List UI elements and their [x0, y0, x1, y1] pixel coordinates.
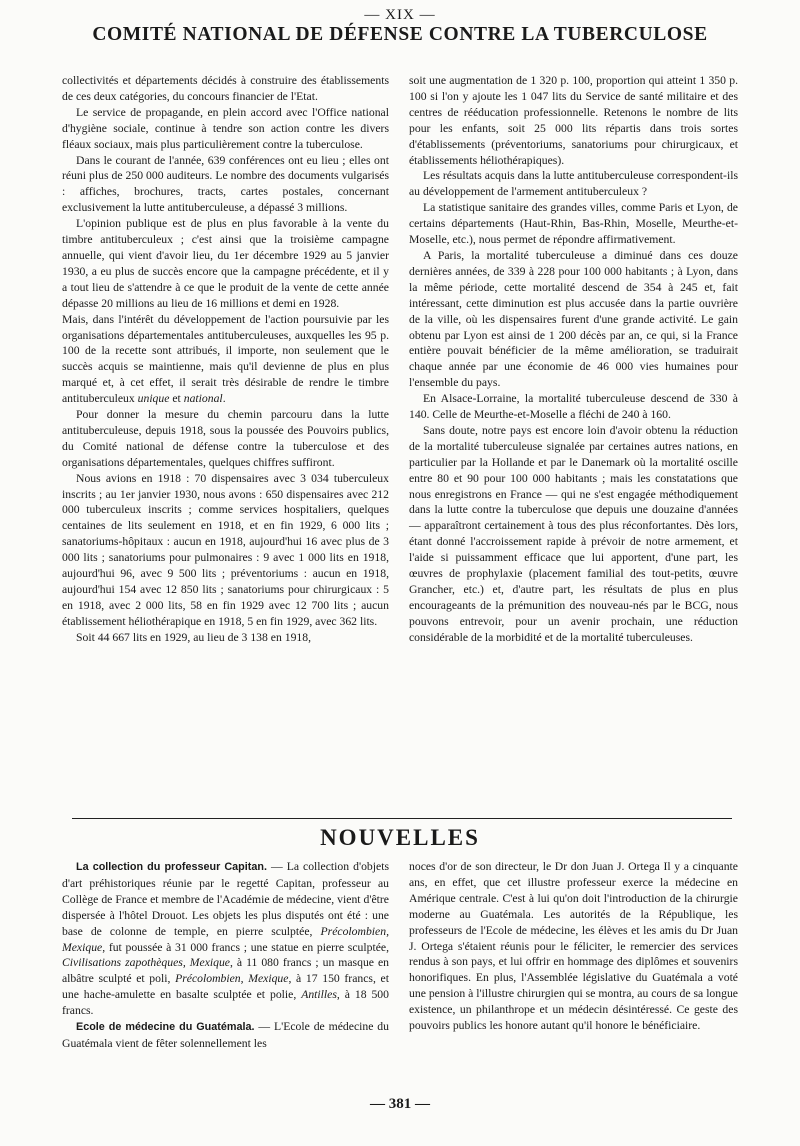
emphasis: unique	[137, 392, 170, 406]
paragraph-text: , à 18 500 francs.	[62, 988, 389, 1018]
paragraph: Le service de propagande, en plein accord avec l'Office national d'hygiène sociale, continue à tendre son action contre les divers fléaux sociaux, mais plus particulièrement contre la tuberculose.	[62, 105, 389, 151]
emphasis: Civilisations zapothèques, Mexique	[62, 956, 230, 970]
section-divider	[72, 818, 732, 819]
paragraph: Nous avions en 1918 : 70 dispensaires avec 3 034 tuberculeux inscrits ; au 1er janvier 1930, nous avons : 650 dispensaires avec 212 000 tuberculeux inscrits ; comme services hospitaliers, quelques centaines de lits seulement en 1918, et en fin 1929, 6 000 lits ; sanatoriums-hôpitaux : aucun en 1918, aujourd'hui 16 avec plus de 3 000 lits ; sanatoriums pour pulmonaires : 9 avec 1 000 lits en 1918, aujourd'hui 96, avec 9 500 lits ; préventoriums : aucun en 1918, aujourd'hui 154 avec 12 850 lits ; sanatoriums pour chirurgicaux : 5 en 1918, avec 2 000 lits, 58 en fin 1929 avec 12 700 lits ; aucun établissement héliothérapique en 1918, 5 en fin 1929, avec 362 lits.	[62, 471, 389, 628]
paragraph-text: , fut poussée à 31 000 francs ; une statue en pierre sculptée,	[102, 940, 389, 954]
paragraph: collectivités et départements décidés à construire des établissements de ces deux catégories, du concours financier de l'Etat.	[62, 74, 389, 103]
paragraph-text: et	[172, 392, 181, 406]
paragraph-text: Mais, dans l'intérêt du développement de l'action poursuivie par les organisations départementales antituberculeuses, auxquelles les 95 p. 100 de la recette sont attribués, il importe, non seulement que le succès acquis se maintienne, mais qu'il devienne de plus en plus marqué et, à cet effet, il serait très désirable de rendre le timbre antituberculeux	[62, 312, 389, 406]
paragraph: Pour donner la mesure du chemin parcouru dans la lutte antituberculeuse, depuis 1918, sous la poussée des Pouvoirs publics, du Comité national de défense contre la tuberculose et des organisations départementales, quelques chiffres suffiront.	[62, 408, 389, 469]
running-header-title: COMITÉ NATIONAL DE DÉFENSE CONTRE LA TUBERCULOSE	[92, 24, 708, 45]
news-left-column	[62, 859, 389, 1052]
paragraph-text: , à 17 150 francs, et une hache-amulette en basalte sculptée et polie,	[62, 972, 389, 1002]
paragraph: La statistique sanitaire des grandes villes, comme Paris et Lyon, de certains départements (Haut-Rhin, Bas-Rhin, Moselle, Meurthe-et-Moselle, etc.), nous permet de répondre affirmativement.	[409, 201, 738, 247]
news-right-column	[409, 859, 738, 1034]
paragraph: A Paris, la mortalité tuberculeuse a diminué dans ces douze dernières années, de 339 à 228 pour 100 000 habitants ; à Lyon, dans la même période, cette mortalité descend de 354 à 245 et, fait intéressant, cette diminution est plus accusée dans la partie ouvrière de la ville, où les dispensaires furent d'une grande activité. Le gain obtenu par Lyon est ainsi de 1 200 décès par an, ce qui, si la France entière pouvait bénéficier de la même amélioration, se traduirait chaque année par une économie de 46 000 vies humaines pour l'ensemble du pays.	[409, 248, 738, 390]
news-item-heading: La collection du professeur Capitan.	[76, 861, 267, 873]
paragraph: Soit 44 667 lits en 1929, au lieu de 3 138 en 1918,	[76, 630, 312, 644]
news-section-title: NOUVELLES	[320, 825, 480, 850]
article-left-column	[62, 73, 389, 646]
paragraph-text: — La collection d'objets d'art préhistoriques réunie par le regetté Capitan, professeur au Collège de France et membre de l'Académie de médecine, vient d'être dispersée à l'hôtel Drouot. Les objets les plus disputés ont été : une base de colonne de temple, en pierre sculptée,	[62, 860, 389, 938]
paragraph-text: , à 11 080 francs ; un masque en albâtre sculpté et poli,	[62, 956, 389, 986]
paragraph-text: — L'Ecole de médecine du Guatémala vient de fêter solennellement les	[62, 1020, 389, 1050]
paragraph: Les résultats acquis dans la lutte antituberculeuse correspondent-ils au développement de l'armement antituberculeux ?	[409, 169, 738, 199]
article-right-column	[409, 73, 738, 646]
paragraph: noces d'or de son directeur, le Dr don Juan J. Ortega Il y a cinquante ans, en effet, que cet illustre professeur exerce la médecine en Amérique centrale. C'est à lui qu'on doit l'introduction de la chirurgie moderne au Guatémala. Les autorités de la République, les professeurs de l'Ecole de médecine, les élèves et les amis du Dr Juan J. Ortega s'étaient réunis pour le féliciter, le remercier des services rendus à son pays, et lui offrir en hommage des diplômes et souvenirs honorifiques. En plus, l'Assemblée législative du Guatémala a voté une pension à l'illustre chirurgien qui se montra, au cours de sa longue existence, un philanthrope et un médecin désintéressé. Ce geste des pouvoirs publics les honore autant qu'il honore le bénéficiaire.	[409, 860, 738, 1033]
news-item-guatemala	[62, 1019, 389, 1052]
emphasis: Antilles	[301, 988, 337, 1002]
paragraph	[62, 312, 389, 407]
news-item-capitan	[62, 859, 389, 1019]
emphasis: national	[183, 392, 223, 406]
paragraph: soit une augmentation de 1 320 p. 100, proportion qui atteint 1 350 p. 100 si l'on y ajoute les 1 047 lits du Service de santé militaire et des centres de rééducation professionnelle. Retenons le nombre de lits pour les enfants, soit 25 000 lits répartis dans trois sortes d'établissements (préventoriums, sanatoriums pour chirurgicaux, et établissements héliothérapiques).	[409, 74, 738, 167]
news-item-heading: Ecole de médecine du Guatémala.	[76, 1021, 255, 1034]
paragraph-text: .	[222, 392, 226, 406]
paragraph: En Alsace-Lorraine, la mortalité tuberculeuse descend de 330 à 140. Celle de Meurthe-et-Moselle a fléchi de 240 à 160.	[409, 392, 738, 422]
page-number: — 381 —	[370, 1096, 430, 1112]
page-roman-numeral: — XIX —	[364, 7, 436, 23]
paragraph: L'opinion publique est de plus en plus favorable à la vente du timbre antituberculeux ; c'est ainsi que la troisième campagne annuelle, qui vient d'avoir lieu, du 1er décembre 1929 au 5 janvier 1930, a eu plus de succès encore que la campagne précédente, et il y a tout lieu de s'attendre à ce que le produit de la vente de cette année dépasse 20 millions au lieu de 16 millions et demi en 1928.	[62, 217, 389, 310]
emphasis: Précolombien, Mexique	[62, 924, 389, 954]
emphasis: Précolombien, Mexique	[175, 972, 289, 986]
paragraph: Dans le courant de l'année, 639 conférences ont eu lieu ; elles ont réuni plus de 250 000 auditeurs. Le nombre des documents vulgarisés : affiches, brochures, tracts, cartes postales, concernant exclusivement la lutte antituberculeuse, a dépassé 3 millions.	[62, 153, 389, 215]
paragraph: Sans doute, notre pays est encore loin d'avoir obtenu la réduction de la mortalité tuberculeuse signalée par certaines autres nations, en particulier par la Hollande et par le Danemark où la mortalité oscille entre 80 et 90 pour 100 000 habitants ; mais les constatations que nous enregistrons en France — qui ne s'est engagée méthodiquement dans la lutte contre la tuberculose que depuis une douzaine d'années — apparaîtront certainement à tous des plus réconfortantes. Dès lors, étant donné l'accroissement rapide à prévoir de notre armement, et l'aide si puissamment efficace que lui apportent, d'une part, les œuvres de prophylaxie (placement familial des tout-petits, œuvre Grancher, etc.) et, d'autre part, les résultats de plus en plus encourageants de la prémunition des nouveau-nés par le BCG, nous pouvons entrevoir, pour un avenir prochain, une réduction considérable de la morbidité et de la mortalité tuberculeuses.	[409, 423, 738, 644]
